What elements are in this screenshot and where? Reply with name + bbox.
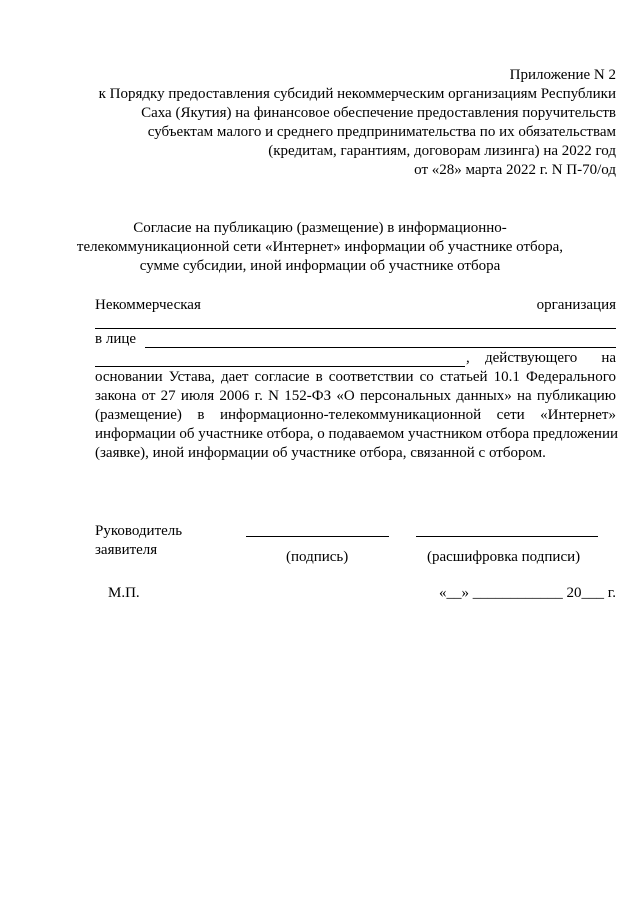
- signatory-role-line-2: заявителя: [95, 542, 158, 558]
- person-name-blank: [145, 347, 616, 348]
- acting-blank: [95, 366, 465, 367]
- org-name-blank: [95, 328, 616, 329]
- header-line-2: к Порядку предоставления субсидий некоммерческим организациям Республики: [98, 86, 616, 102]
- signatory-role-line-1: Руководитель: [95, 523, 183, 539]
- signature-caption: (подпись): [286, 549, 349, 565]
- paragraph-line-1: основании Устава, дает согласие в соответствии со статьей 10.1 Федерального: [95, 369, 616, 385]
- header-line-6: от «28» марта 2022 г. N П-70/од: [414, 162, 616, 178]
- acting-on: на: [601, 350, 616, 366]
- paragraph-line-3: (размещение) в информационно-телекоммуникационной сети «Интернет»: [95, 407, 616, 423]
- acting-word: действующего: [485, 350, 578, 366]
- paragraph-line-2: закона от 27 июля 2006 г. N 152-ФЗ «О персональных данных» на публикацию: [95, 388, 616, 404]
- in-person-label: в лице: [95, 331, 137, 347]
- signature-decode-caption: (расшифровка подписи): [427, 549, 581, 565]
- org-label-right: организация: [536, 297, 616, 313]
- appendix-number: Приложение N 2: [509, 67, 616, 83]
- paragraph-line-5: (заявке), иной информации об участнике отбора, связанной с отбором.: [95, 445, 546, 461]
- date-placeholder: «__» ____________ 20___ г.: [439, 585, 616, 601]
- signature-blank: [246, 536, 389, 537]
- title-line-1: Согласие на публикацию (размещение) в информационно-: [133, 220, 507, 236]
- org-label-left: Некоммерческая: [95, 297, 201, 313]
- header-line-5: (кредитам, гарантиям, договорам лизинга) на 2022 год: [268, 143, 616, 159]
- paragraph-line-4: информации об участнике отбора, о подаваемом участником отбора предложении: [95, 426, 619, 442]
- stamp-placeholder: М.П.: [108, 585, 140, 601]
- acting-comma: ,: [466, 350, 470, 366]
- signature-decode-blank: [416, 536, 598, 537]
- title-line-3: сумме субсидии, иной информации об участнике отбора: [139, 258, 501, 274]
- title-line-2: телекоммуникационной сети «Интернет» информации об участнике отбора,: [76, 239, 564, 255]
- header-line-4: субъектам малого и среднего предпринимательства по их обязательствам: [147, 124, 616, 140]
- header-line-3: Саха (Якутия) на финансовое обеспечение предоставления поручительств: [141, 105, 616, 121]
